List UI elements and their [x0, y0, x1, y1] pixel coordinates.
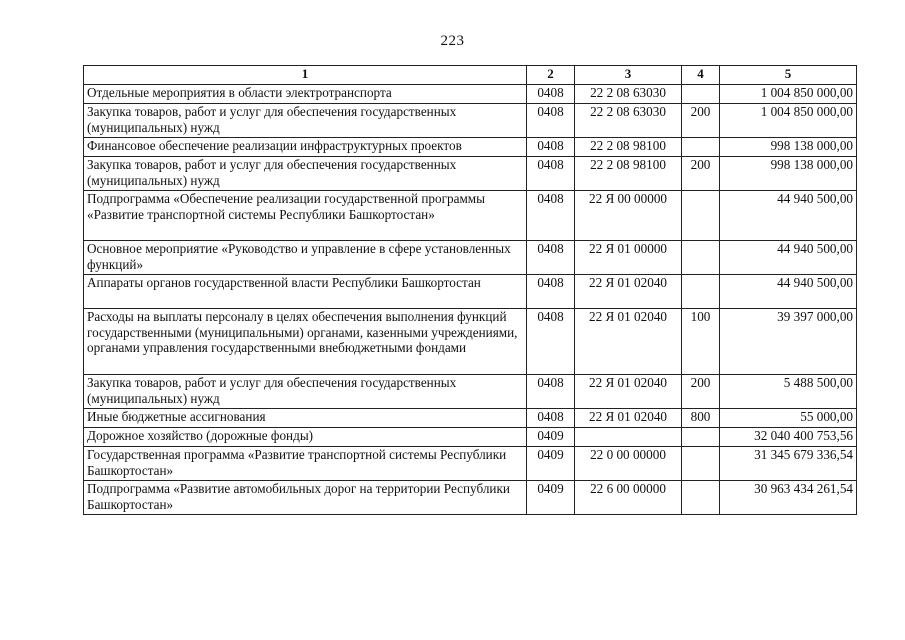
cell-section: 0408: [527, 309, 575, 375]
table-row: [84, 409, 857, 428]
cell-name: Финансовое обеспечение реализации инфраструктурных проектов: [84, 138, 527, 157]
cell-section: 0408: [527, 85, 575, 104]
cell-section: 0408: [527, 138, 575, 157]
cell-vr: 200: [682, 375, 720, 409]
cell-name: Аппараты органов государственной власти Республики Башкортостан: [84, 275, 527, 309]
cell-section: 0408: [527, 157, 575, 191]
cell-vr: [682, 428, 720, 447]
table-row: [84, 309, 857, 375]
table-row: [84, 104, 857, 138]
cell-vr: 200: [682, 104, 720, 138]
cell-section: 0408: [527, 241, 575, 275]
cell-amount: 44 940 500,00: [720, 275, 857, 309]
table-row: [84, 85, 857, 104]
table-row: [84, 375, 857, 409]
cell-name: Закупка товаров, работ и услуг для обеспечения государственных (муниципальных) нужд: [84, 157, 527, 191]
cell-amount: 30 963 434 261,54: [720, 481, 857, 515]
table-row: [84, 481, 857, 515]
cell-name: Дорожное хозяйство (дорожные фонды): [84, 428, 527, 447]
cell-target: 22 2 08 63030: [575, 104, 682, 138]
header-col-vr: 4: [682, 66, 720, 85]
page-number: 223: [440, 33, 465, 49]
header-col-amount: 5: [720, 66, 857, 85]
table-row: [84, 275, 857, 309]
header-row: [84, 66, 857, 85]
cell-amount: 1 004 850 000,00: [720, 85, 857, 104]
header-col-name: 1: [84, 66, 527, 85]
cell-vr: [682, 447, 720, 481]
table-row: [84, 157, 857, 191]
cell-section: 0408: [527, 191, 575, 241]
cell-target: 22 Я 01 02040: [575, 409, 682, 428]
cell-target: 22 Я 01 02040: [575, 275, 682, 309]
cell-amount: 55 000,00: [720, 409, 857, 428]
cell-section: 0409: [527, 428, 575, 447]
header-col-section: 2: [527, 66, 575, 85]
cell-target: [575, 428, 682, 447]
cell-name: Государственная программа «Развитие транспортной системы Республики Башкортостан»: [84, 447, 527, 481]
cell-vr: 800: [682, 409, 720, 428]
cell-target: 22 6 00 00000: [575, 481, 682, 515]
table-row: [84, 241, 857, 275]
cell-target: 22 2 08 63030: [575, 85, 682, 104]
cell-name: Закупка товаров, работ и услуг для обеспечения государственных (муниципальных) нужд: [84, 104, 527, 138]
cell-name: Отдельные мероприятия в области электротранспорта: [84, 85, 527, 104]
table-body: [84, 85, 857, 515]
cell-amount: 998 138 000,00: [720, 157, 857, 191]
cell-name: Основное мероприятие «Руководство и управление в сфере установленных функций»: [84, 241, 527, 275]
table-header: [84, 66, 857, 85]
table-row: [84, 191, 857, 241]
table-row: [84, 447, 857, 481]
cell-section: 0409: [527, 447, 575, 481]
cell-amount: 32 040 400 753,56: [720, 428, 857, 447]
cell-target: 22 Я 01 02040: [575, 375, 682, 409]
cell-vr: [682, 275, 720, 309]
cell-amount: 44 940 500,00: [720, 191, 857, 241]
cell-target: 22 Я 01 00000: [575, 241, 682, 275]
cell-vr: [682, 481, 720, 515]
cell-name: Расходы на выплаты персоналу в целях обеспечения выполнения функций государственными (муниципальными) органами, казенными учреждениями, органами управления государственными внебюджетными фондами: [84, 309, 527, 375]
cell-name: Подпрограмма «Развитие автомобильных дорог на территории Республики Башкортостан»: [84, 481, 527, 515]
cell-amount: 31 345 679 336,54: [720, 447, 857, 481]
cell-section: 0408: [527, 104, 575, 138]
cell-amount: 5 488 500,00: [720, 375, 857, 409]
cell-amount: 39 397 000,00: [720, 309, 857, 375]
budget-table: [83, 65, 857, 515]
table-row: [84, 428, 857, 447]
cell-vr: [682, 191, 720, 241]
cell-section: 0408: [527, 409, 575, 428]
cell-section: 0408: [527, 275, 575, 309]
cell-target: 22 Я 00 00000: [575, 191, 682, 241]
cell-section: 0409: [527, 481, 575, 515]
cell-vr: [682, 241, 720, 275]
cell-target: 22 2 08 98100: [575, 157, 682, 191]
cell-amount: 44 940 500,00: [720, 241, 857, 275]
cell-name: Иные бюджетные ассигнования: [84, 409, 527, 428]
cell-section: 0408: [527, 375, 575, 409]
cell-amount: 998 138 000,00: [720, 138, 857, 157]
cell-name: Закупка товаров, работ и услуг для обеспечения государственных (муниципальных) нужд: [84, 375, 527, 409]
cell-vr: 100: [682, 309, 720, 375]
cell-target: 22 Я 01 02040: [575, 309, 682, 375]
table-row: [84, 138, 857, 157]
cell-amount: 1 004 850 000,00: [720, 104, 857, 138]
cell-target: 22 2 08 98100: [575, 138, 682, 157]
cell-name: Подпрограмма «Обеспечение реализации государственной программы «Развитие транспортной системы Республики Башкортостан»: [84, 191, 527, 241]
cell-vr: [682, 85, 720, 104]
cell-target: 22 0 00 00000: [575, 447, 682, 481]
cell-vr: [682, 138, 720, 157]
header-col-target: 3: [575, 66, 682, 85]
cell-vr: 200: [682, 157, 720, 191]
